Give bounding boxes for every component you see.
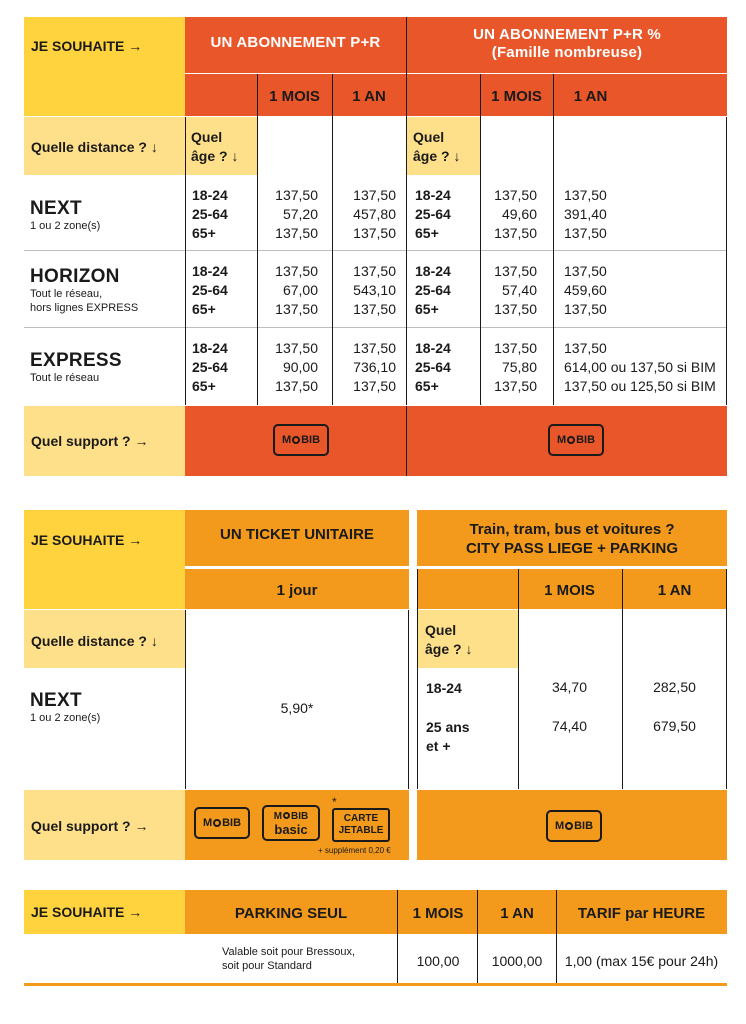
t1-col-divider (553, 74, 554, 405)
t2-header-city-title-1: Train, tram, bus et voitures ? (469, 521, 675, 538)
price: 137,50 (275, 301, 318, 317)
t1-pr-age-label (191, 128, 238, 166)
age-18-24: 18-24 (415, 263, 451, 279)
zone-name: NEXT (30, 198, 82, 219)
age-65: 65+ (192, 378, 216, 394)
desc-line: Valable soit pour Bressoux, (222, 946, 356, 958)
t1-col-divider (332, 74, 333, 405)
price: 75,80 (501, 359, 537, 375)
t1-fam-horizon-mois (480, 262, 537, 319)
t3-parking-title: PARKING SEUL (234, 905, 348, 922)
je-souhaite-text: JE SOUHAITE (31, 904, 125, 920)
price: 137,50 (564, 263, 607, 279)
t1-pr-next-an (332, 186, 396, 243)
desc-line: soit pour Standard (222, 960, 312, 972)
t1-col-divider (406, 406, 407, 476)
price: 67,00 (282, 282, 318, 298)
price: 137,50 (494, 301, 537, 317)
support-text: Quel support ? (31, 818, 131, 834)
mobib-m: M (556, 433, 567, 446)
price: 543,10 (353, 282, 396, 298)
supplement-note: + supplément 0,20 € (318, 846, 391, 855)
age-et-plus: et + (426, 738, 451, 754)
t1-row-separator (24, 327, 727, 328)
age-65: 65+ (415, 225, 439, 241)
price: 137,50 (494, 378, 537, 394)
t1-col-divider (185, 117, 186, 405)
mobib-card-icon (548, 424, 604, 456)
age-25-ans: 25 ans (426, 719, 470, 735)
t1-fam-next-mois (480, 186, 537, 243)
price: 137,50 (494, 340, 537, 356)
t1-zone-horizon (30, 267, 138, 315)
t1-header-fam-title-1: UN ABONNEMENT P+R % (473, 26, 661, 43)
t2-distance-label (31, 632, 158, 650)
t3-desc (222, 945, 355, 973)
age-25-64: 25-64 (415, 206, 451, 222)
arrow-down-icon: ↓ (150, 633, 158, 649)
t3-je-souhaite-label (31, 903, 142, 921)
t2-row1-age: 18-24 (426, 680, 462, 696)
t2-zone-next (30, 691, 100, 725)
mobib-bib: BIB (222, 816, 242, 829)
price: 137,50 (494, 263, 537, 279)
price: 137,50 (275, 378, 318, 394)
arrow-down-icon: ↓ (150, 139, 158, 155)
t1-je-souhaite-label (31, 37, 142, 55)
zone-name: NEXT (30, 690, 82, 711)
price: 137,50 (564, 187, 607, 203)
arrow-right-icon: → (128, 38, 143, 54)
support-text: Quel support ? (31, 433, 131, 449)
t2-header-city (417, 510, 727, 566)
t2-col-divider (185, 610, 186, 789)
quel-text: Quel (191, 129, 223, 145)
mobib-m: M (273, 811, 283, 822)
t3-an: 1 AN (500, 905, 534, 922)
t1-col-divider (480, 74, 481, 405)
t1-pr-an: 1 AN (352, 88, 386, 105)
t1-fam-express-an (564, 339, 726, 396)
arrow-right-icon: → (134, 433, 149, 449)
t2-ticket-1jour: 1 jour (276, 582, 318, 599)
arrow-right-icon: → (134, 818, 149, 834)
price: 137,50 ou 125,50 si BIM (564, 378, 716, 394)
t1-header-pr-title: UN ABONNEMENT P+R (210, 34, 381, 51)
zone-name: HORIZON (30, 266, 120, 287)
t1-zone-express (30, 351, 122, 385)
carte-jetable-icon (332, 808, 390, 842)
age-65: 65+ (415, 378, 439, 394)
je-souhaite-text: JE SOUHAITE (31, 532, 125, 548)
age-25-64: 25-64 (192, 282, 228, 298)
mobib-bib: BIB (574, 819, 594, 832)
t1-pr-horizon-an (332, 262, 396, 319)
zone-sub: 1 ou 2 zone(s) (30, 220, 101, 232)
price: 614,00 ou 137,50 si BIM (564, 359, 716, 375)
jetable-text: JETABLE (338, 825, 384, 836)
t3-bottom-bar (24, 983, 727, 986)
price: 137,50 (564, 225, 607, 241)
price: 137,50 (275, 263, 318, 279)
t1-pr-express-an (332, 339, 396, 396)
price: 391,40 (564, 206, 607, 222)
t2-city-age-label (425, 621, 472, 659)
t1-fam-next-ages (415, 186, 451, 243)
price: 457,80 (353, 206, 396, 222)
t3-val-an: 1000,00 (491, 953, 543, 969)
carte-asterisk: * (332, 795, 337, 809)
t1-pr-express-ages (192, 339, 228, 396)
t1-fam-express-ages (415, 339, 451, 396)
age-18-24: 18-24 (415, 340, 451, 356)
price: 137,50 (275, 225, 318, 241)
mobib-card-icon (273, 424, 329, 456)
age-25-64: 25-64 (192, 206, 228, 222)
zone-sub: Tout le réseau, (30, 288, 103, 300)
t1-pr-next-ages (192, 186, 228, 243)
t2-row2-age (426, 718, 470, 756)
t1-row-separator (24, 250, 727, 251)
t1-col-divider (406, 17, 407, 405)
age-text: âge ? (425, 641, 462, 657)
t1-pr-horizon-ages (192, 262, 228, 319)
t2-col-divider (622, 569, 623, 789)
price: 137,50 (353, 263, 396, 279)
t1-zone-next (30, 199, 100, 233)
t2-je-souhaite-label (31, 531, 142, 549)
price: 57,20 (282, 206, 318, 222)
t2-ticket-next-price: 5,90* (280, 700, 314, 716)
t3-tarif: TARIF par HEURE (577, 905, 706, 922)
mobib-m: M (202, 816, 213, 829)
t2-city-mois: 1 MOIS (544, 582, 595, 599)
t2-row2-mois: 74,40 (551, 718, 588, 734)
mobib-card-icon (194, 807, 250, 839)
price: 459,60 (564, 282, 607, 298)
t2-header-ticket-title: UN TICKET UNITAIRE (220, 526, 374, 543)
mobib-m: M (281, 433, 292, 446)
age-18-24: 18-24 (192, 340, 228, 356)
t2-col-divider (417, 569, 418, 789)
price: 137,50 (275, 340, 318, 356)
mobib-m: M (554, 819, 565, 832)
age-25-64: 25-64 (415, 282, 451, 298)
price: 137,50 (353, 225, 396, 241)
mobib-bib: BIB (301, 433, 321, 446)
age-65: 65+ (192, 301, 216, 317)
age-18-24: 18-24 (192, 187, 228, 203)
price: 137,50 (353, 187, 396, 203)
t2-col-divider (408, 610, 409, 789)
t1-fam-next-an (564, 186, 726, 243)
age-text: âge ? (413, 148, 450, 164)
price: 137,50 (494, 225, 537, 241)
price: 137,50 (564, 301, 607, 317)
t2-header-city-title-2: CITY PASS LIEGE + PARKING (465, 540, 679, 557)
t1-je-souhaite-cell (24, 17, 185, 116)
je-souhaite-text: JE SOUHAITE (31, 38, 125, 54)
t2-je-souhaite-cell (24, 510, 185, 609)
t1-distance-label (31, 138, 158, 156)
t1-fam-horizon-ages (415, 262, 451, 319)
arrow-right-icon: → (128, 904, 143, 920)
price: 137,50 (353, 301, 396, 317)
t1-fam-express-mois (480, 339, 537, 396)
zone-name: EXPRESS (30, 350, 122, 371)
price: 137,50 (494, 187, 537, 203)
distance-text: Quelle distance ? (31, 633, 147, 649)
t2-row2-an: 679,50 (653, 718, 696, 734)
t2-row1-an: 282,50 (653, 679, 696, 695)
t1-pr-horizon-mois (258, 262, 318, 319)
mobib-bib: BIB (291, 811, 309, 822)
arrow-down-icon: ↓ (465, 641, 473, 657)
t3-col-divider (477, 890, 478, 983)
age-65: 65+ (415, 301, 439, 317)
t3-col-divider (397, 890, 398, 983)
distance-text: Quelle distance ? (31, 139, 147, 155)
age-18-24: 18-24 (415, 187, 451, 203)
price: 57,40 (501, 282, 537, 298)
t2-col-divider (518, 569, 519, 789)
price: 137,50 (353, 378, 396, 394)
mobib-card-icon (546, 810, 602, 842)
t1-support-label (31, 432, 148, 450)
t1-fam-mois: 1 MOIS (491, 88, 542, 105)
t3-mois: 1 MOIS (412, 905, 464, 922)
price: 49,60 (501, 206, 537, 222)
quel-text: Quel (425, 622, 457, 638)
mobib-basic-text: basic (274, 822, 308, 837)
mobib-basic-card-icon (262, 805, 320, 841)
zone-sub: hors lignes EXPRESS (30, 302, 139, 314)
t1-pr-express-mois (258, 339, 318, 396)
t3-val-mois: 100,00 (416, 953, 460, 969)
age-18-24: 18-24 (192, 263, 228, 279)
age-25-64: 25-64 (415, 359, 451, 375)
t1-fam-age-label (413, 128, 460, 166)
t1-pr-mois: 1 MOIS (269, 88, 320, 105)
t1-fam-horizon-an (564, 262, 726, 319)
zone-sub: 1 ou 2 zone(s) (30, 712, 101, 724)
t1-fam-an: 1 AN (573, 88, 608, 105)
t1-header-fam-title-2: (Famille nombreuse) (491, 44, 643, 61)
t1-col-divider (726, 117, 727, 405)
t2-col-divider (726, 569, 727, 789)
price: 137,50 (353, 340, 396, 356)
age-text: âge ? (191, 148, 228, 164)
t2-row1-mois: 34,70 (551, 679, 588, 695)
t1-pr-next-mois (258, 186, 318, 243)
zone-sub: Tout le réseau (30, 372, 100, 384)
price: 137,50 (275, 187, 318, 203)
price: 137,50 (564, 340, 607, 356)
t3-col-divider (556, 890, 557, 983)
age-65: 65+ (192, 225, 216, 241)
carte-text: CARTE (343, 813, 379, 824)
t3-val-heure: 1,00 (max 15€ pour 24h) (564, 953, 719, 969)
price: 90,00 (282, 359, 318, 375)
t1-col-divider (257, 74, 258, 405)
arrow-down-icon: ↓ (231, 148, 239, 164)
price: 736,10 (353, 359, 396, 375)
age-25-64: 25-64 (192, 359, 228, 375)
quel-text: Quel (413, 129, 445, 145)
t2-city-an: 1 AN (657, 582, 692, 599)
t2-support-label (31, 817, 148, 835)
arrow-down-icon: ↓ (453, 148, 461, 164)
arrow-right-icon: → (128, 532, 143, 548)
mobib-bib: BIB (576, 433, 596, 446)
